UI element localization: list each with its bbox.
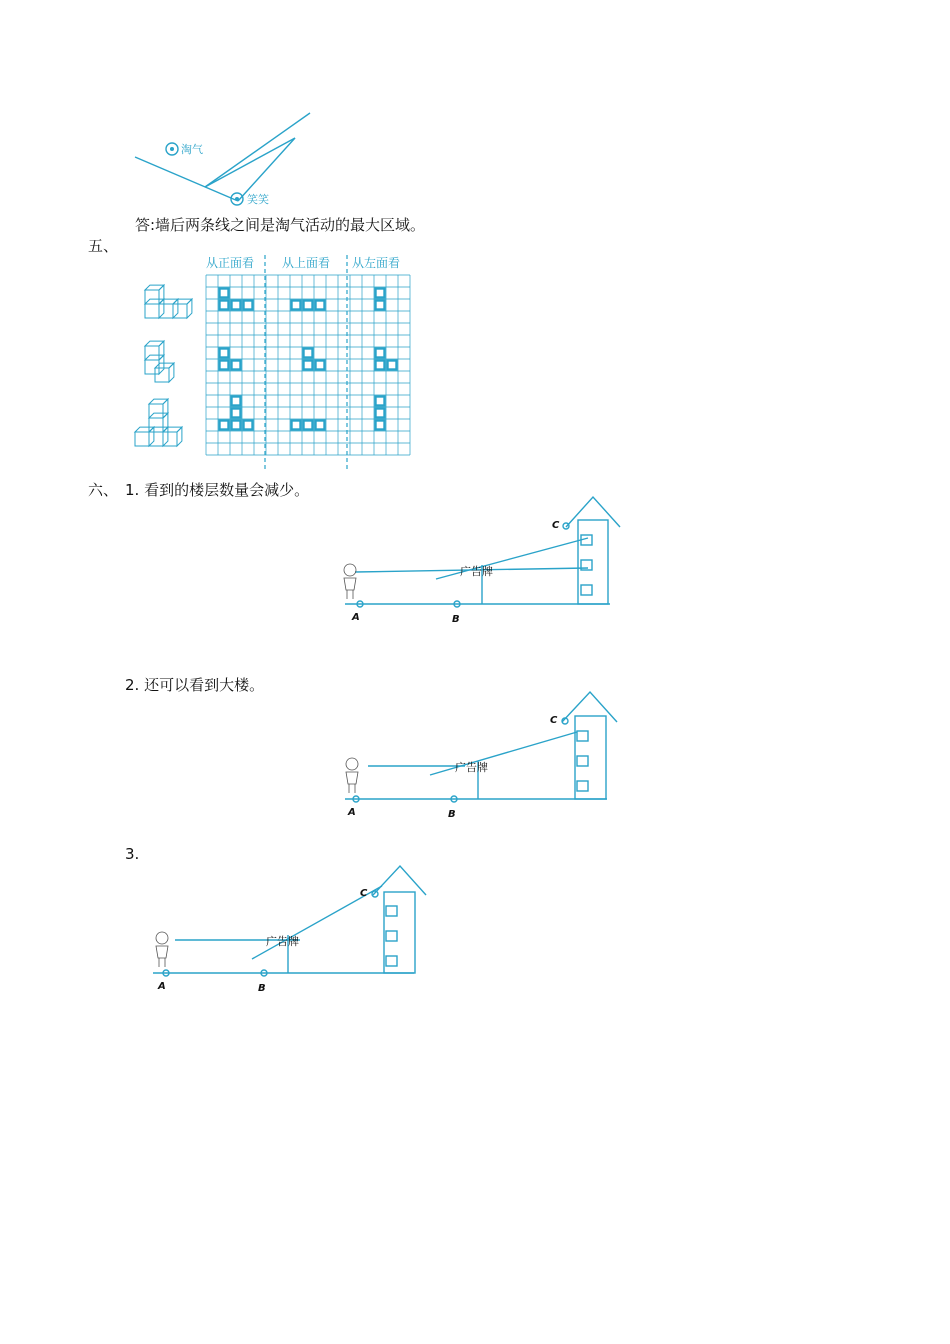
question-2-text: 2. 还可以看到大楼。: [125, 676, 265, 694]
point-c: C: [550, 715, 558, 726]
sightline-figure: [120, 105, 340, 210]
billboard-figure-3: [140, 860, 440, 995]
point-a: A: [158, 981, 166, 992]
billboard-figure-2: [330, 686, 630, 821]
billboard-label: 广告牌: [266, 935, 299, 948]
square-grid: [206, 275, 410, 455]
point-b: B: [258, 983, 266, 994]
wall-line: [135, 157, 238, 201]
point-a: A: [352, 612, 360, 623]
section-six-number: 六、: [88, 481, 119, 499]
cube-solids: [135, 285, 192, 446]
section-five-number: 五、: [88, 237, 119, 255]
billboard-label: 广告牌: [455, 761, 488, 774]
header-top-view: 从上面看: [282, 256, 331, 270]
sight-line: [238, 138, 295, 201]
point-a: A: [348, 807, 356, 818]
header-left-view: 从左面看: [352, 256, 401, 270]
girl-icon: [156, 932, 168, 967]
answer-text: 答:墙后两条线之间是淘气活动的最大区域。: [135, 216, 426, 234]
label-taoqi: 淘气: [181, 143, 203, 156]
question-1-text: 1. 看到的楼层数量会减少。: [125, 481, 310, 499]
header-front-view: 从正面看: [206, 256, 255, 270]
point-b: B: [452, 614, 460, 625]
billboard-label: 广告牌: [460, 565, 493, 578]
girl-icon: [344, 564, 356, 599]
cube-views-figure: [125, 250, 425, 475]
point-b: B: [448, 809, 456, 820]
point-c: C: [552, 520, 560, 531]
sight-line: [205, 138, 295, 187]
billboard-figure-1: [330, 492, 630, 627]
question-3-text: 3.: [125, 845, 140, 863]
sight-line: [205, 113, 310, 187]
girl-icon: [346, 758, 358, 793]
label-xiaoxiao: 笑笑: [247, 193, 269, 206]
point-c: C: [360, 888, 368, 899]
